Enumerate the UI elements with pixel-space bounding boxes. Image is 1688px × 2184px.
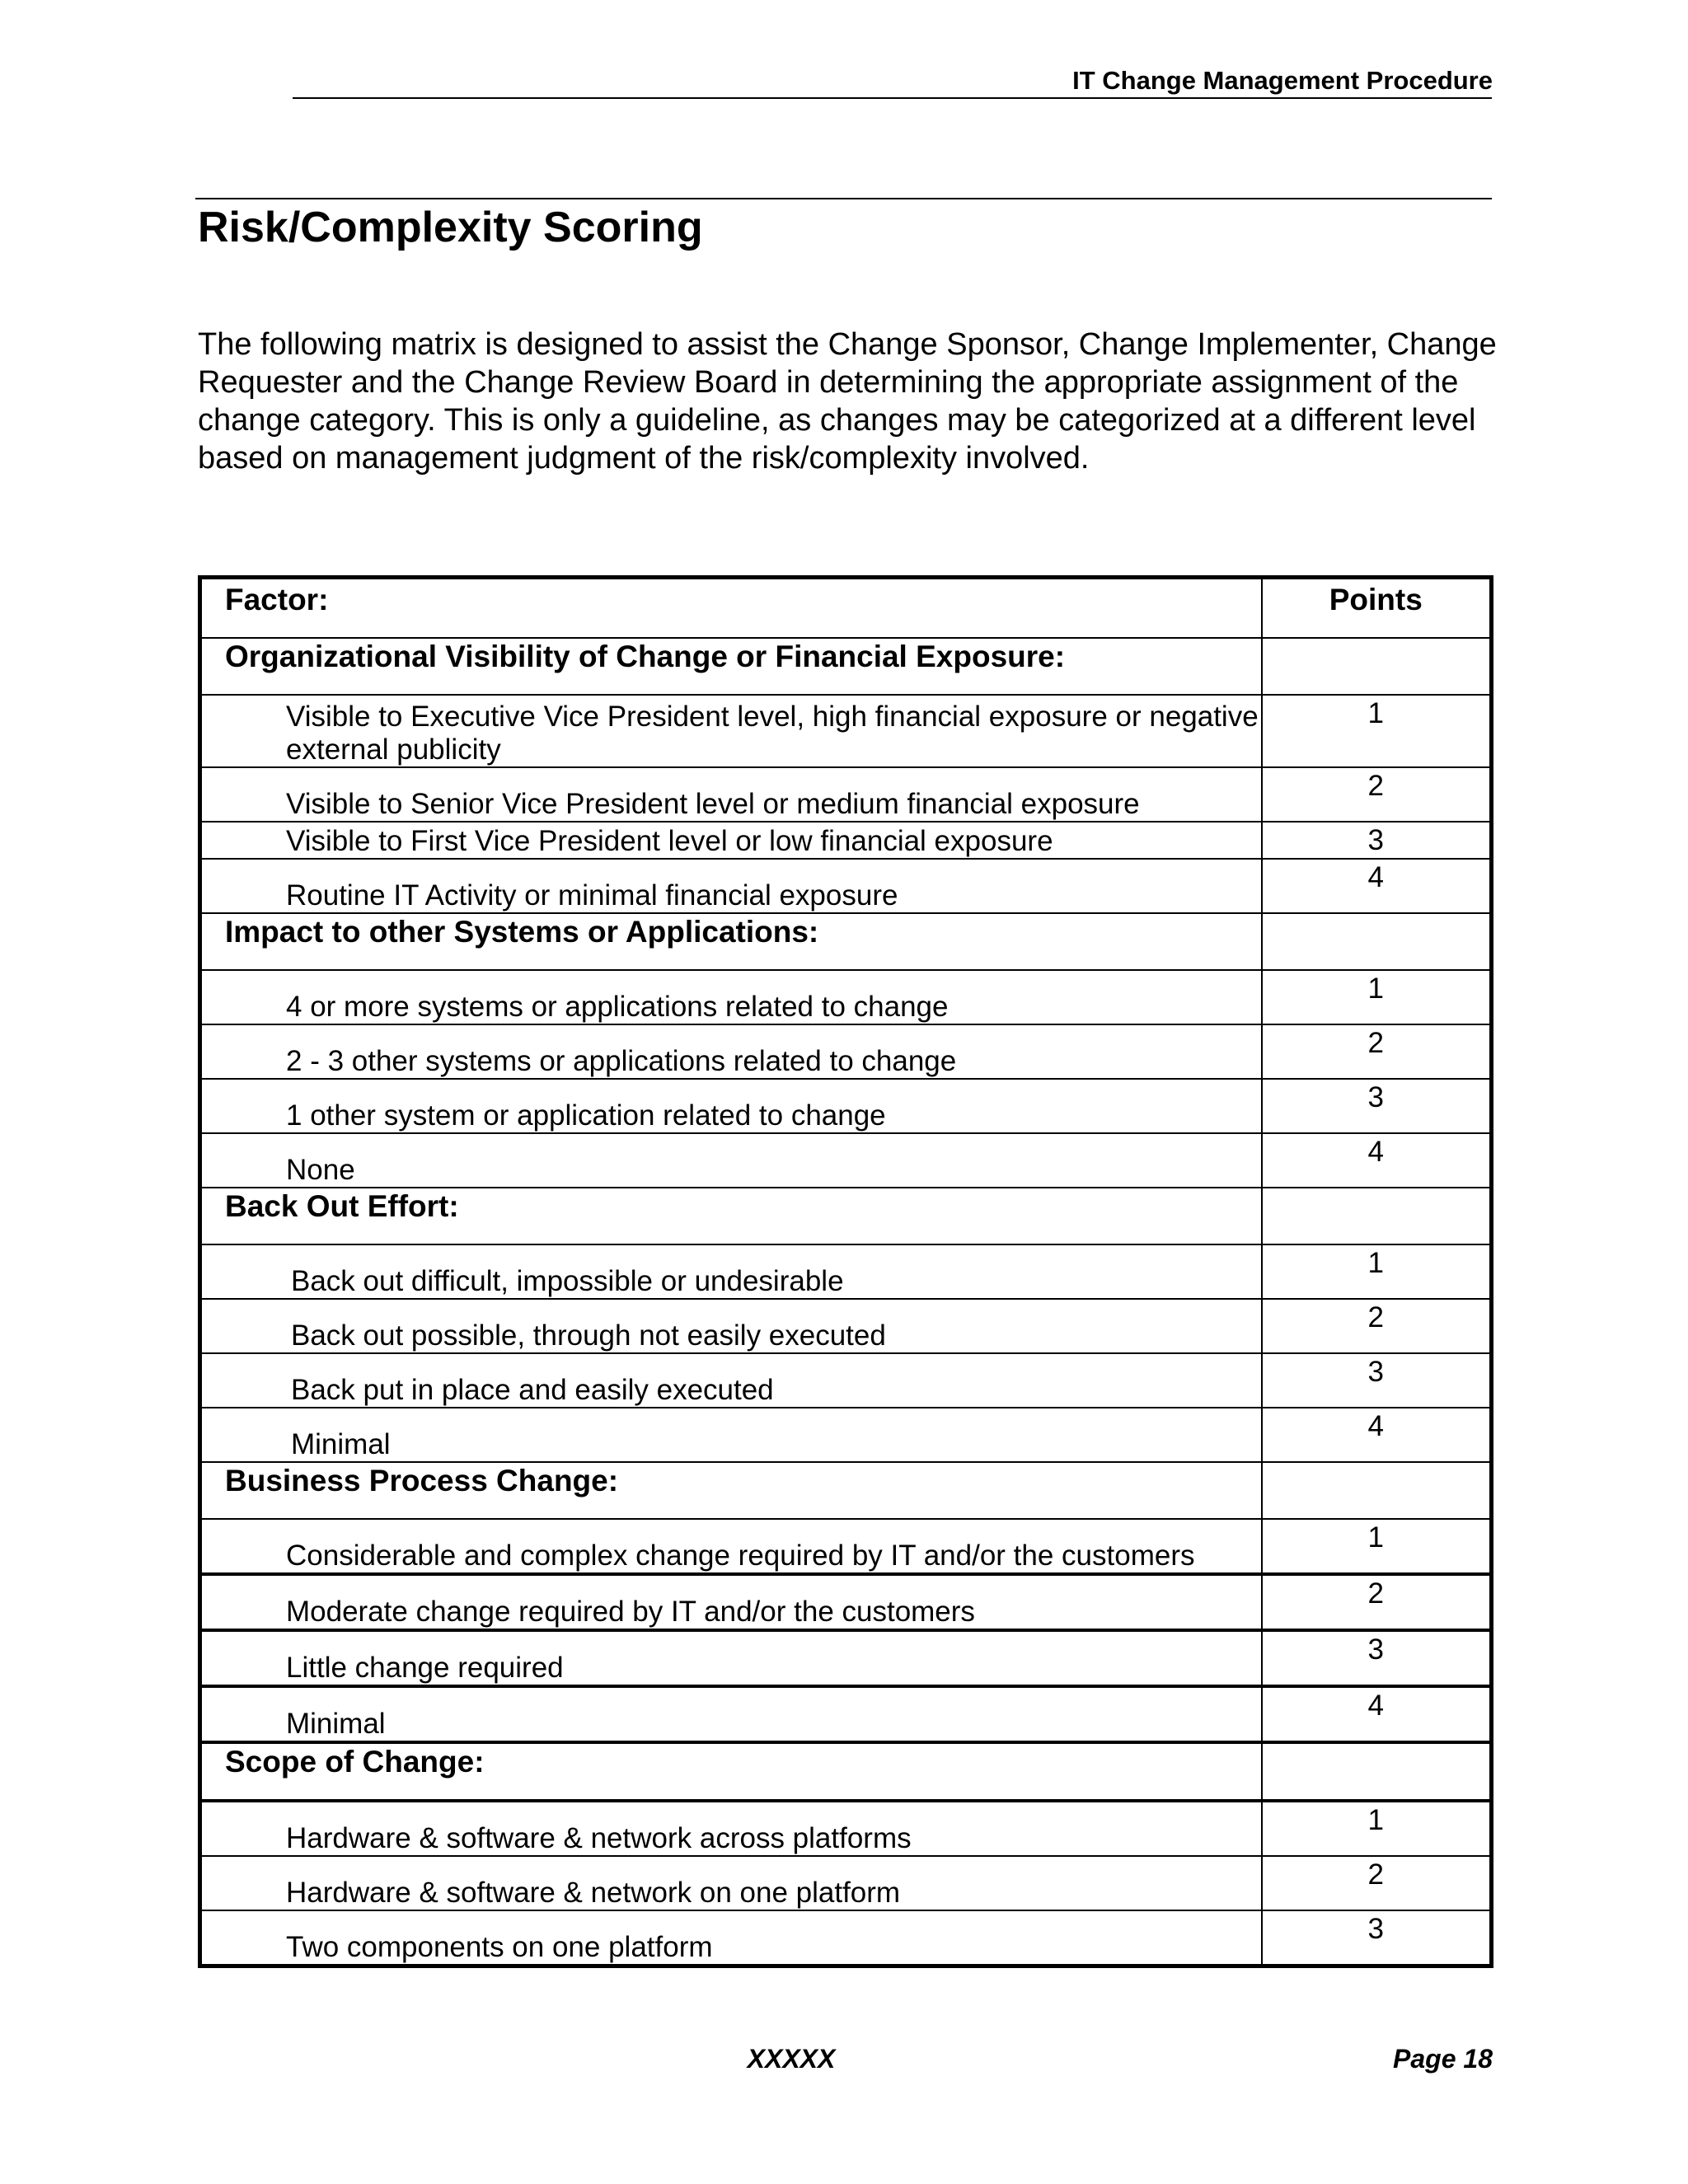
- page-title: Risk/Complexity Scoring: [198, 204, 703, 251]
- table-row: [200, 1353, 1492, 1408]
- factor-description: Visible to Senior Vice President level or medium financial exposure: [200, 767, 1262, 822]
- category-points-cell: [1262, 1188, 1492, 1244]
- risk-complexity-matrix: [198, 575, 1493, 1968]
- footer-document-id: XXXXX: [747, 2044, 836, 2074]
- factor-description: None: [200, 1133, 1262, 1188]
- factor-description: Back out difficult, impossible or undesirable: [200, 1244, 1262, 1299]
- points-value: 1: [1262, 1244, 1492, 1299]
- table-row: [200, 1244, 1492, 1299]
- points-value: 2: [1262, 1024, 1492, 1079]
- section-rule: [195, 198, 1492, 199]
- table-row: [200, 1856, 1492, 1910]
- points-value: 1: [1262, 1519, 1492, 1574]
- points-value: 3: [1262, 1353, 1492, 1408]
- factor-description: Minimal: [200, 1408, 1262, 1462]
- table-row: [200, 1686, 1492, 1742]
- factor-description: Minimal: [200, 1686, 1262, 1742]
- points-value: 2: [1262, 1299, 1492, 1353]
- category-row: [200, 1188, 1492, 1244]
- running-header-title: IT Change Management Procedure: [1072, 66, 1493, 95]
- points-value: 3: [1262, 822, 1492, 859]
- category-title: Impact to other Systems or Applications:: [200, 913, 1262, 970]
- factor-description: Back out possible, through not easily executed: [200, 1299, 1262, 1353]
- category-title: Organizational Visibility of Change or Financial Exposure:: [200, 638, 1262, 695]
- points-value: 1: [1262, 970, 1492, 1024]
- points-value: 1: [1262, 1801, 1492, 1856]
- points-column-header: Points: [1262, 578, 1492, 639]
- table-row: [200, 1024, 1492, 1079]
- factor-description: Moderate change required by IT and/or the customers: [200, 1574, 1262, 1630]
- points-value: 3: [1262, 1630, 1492, 1686]
- category-row: [200, 1462, 1492, 1519]
- table-row: [200, 767, 1492, 822]
- table-row: [200, 1408, 1492, 1462]
- category-row: [200, 638, 1492, 695]
- points-value: 2: [1262, 767, 1492, 822]
- table-row: [200, 1079, 1492, 1133]
- intro-paragraph: The following matrix is designed to assist the Change Sponsor, Change Implementer, Change Requester and the Change Review Board in determining the appropriate assignment of the change category. This is only a guideline, as changes may be categorized at a different level based on management judgment of the risk/complexity involved.: [198, 327, 1497, 476]
- factor-description: Routine IT Activity or minimal financial exposure: [200, 859, 1262, 913]
- table-row: [200, 1630, 1492, 1686]
- points-value: 3: [1262, 1079, 1492, 1133]
- footer-page-number: Page 18: [1393, 2044, 1493, 2074]
- category-points-cell: [1262, 1462, 1492, 1519]
- factor-description: Back put in place and easily executed: [200, 1353, 1262, 1408]
- table-row: [200, 970, 1492, 1024]
- points-value: 4: [1262, 859, 1492, 913]
- category-row: [200, 1742, 1492, 1801]
- factor-description: Hardware & software & network across platforms: [200, 1801, 1262, 1856]
- factor-description: Considerable and complex change required by IT and/or the customers: [200, 1519, 1262, 1574]
- points-value: 4: [1262, 1133, 1492, 1188]
- factor-description: Two components on one platform: [200, 1910, 1262, 1966]
- category-title: Business Process Change:: [200, 1462, 1262, 1519]
- category-title: Scope of Change:: [200, 1742, 1262, 1801]
- factor-description: Hardware & software & network on one platform: [200, 1856, 1262, 1910]
- category-points-cell: [1262, 1742, 1492, 1801]
- table-row: [200, 822, 1492, 859]
- table-row: [200, 1574, 1492, 1630]
- table-row: [200, 1910, 1492, 1966]
- category-points-cell: [1262, 913, 1492, 970]
- factor-description: Visible to Executive Vice President level, high financial exposure or negative external publicity: [200, 695, 1262, 767]
- table-row: [200, 695, 1492, 767]
- factor-description: Little change required: [200, 1630, 1262, 1686]
- factor-description: 1 other system or application related to change: [200, 1079, 1262, 1133]
- factor-description: Visible to First Vice President level or low financial exposure: [200, 822, 1262, 859]
- points-value: 3: [1262, 1910, 1492, 1966]
- points-value: 4: [1262, 1408, 1492, 1462]
- table-row: [200, 1299, 1492, 1353]
- category-title: Back Out Effort:: [200, 1188, 1262, 1244]
- factor-description: 4 or more systems or applications related to change: [200, 970, 1262, 1024]
- points-value: 1: [1262, 695, 1492, 767]
- factor-column-header: Factor:: [200, 578, 1262, 639]
- table-row: [200, 1133, 1492, 1188]
- factor-description: 2 - 3 other systems or applications related to change: [200, 1024, 1262, 1079]
- points-value: 2: [1262, 1574, 1492, 1630]
- category-row: [200, 913, 1492, 970]
- points-value: 4: [1262, 1686, 1492, 1742]
- category-points-cell: [1262, 638, 1492, 695]
- table-row: [200, 859, 1492, 913]
- table-row: [200, 1519, 1492, 1574]
- table-row: [200, 1801, 1492, 1856]
- points-value: 2: [1262, 1856, 1492, 1910]
- table-header-row: [200, 578, 1492, 639]
- header-rule: [293, 97, 1492, 99]
